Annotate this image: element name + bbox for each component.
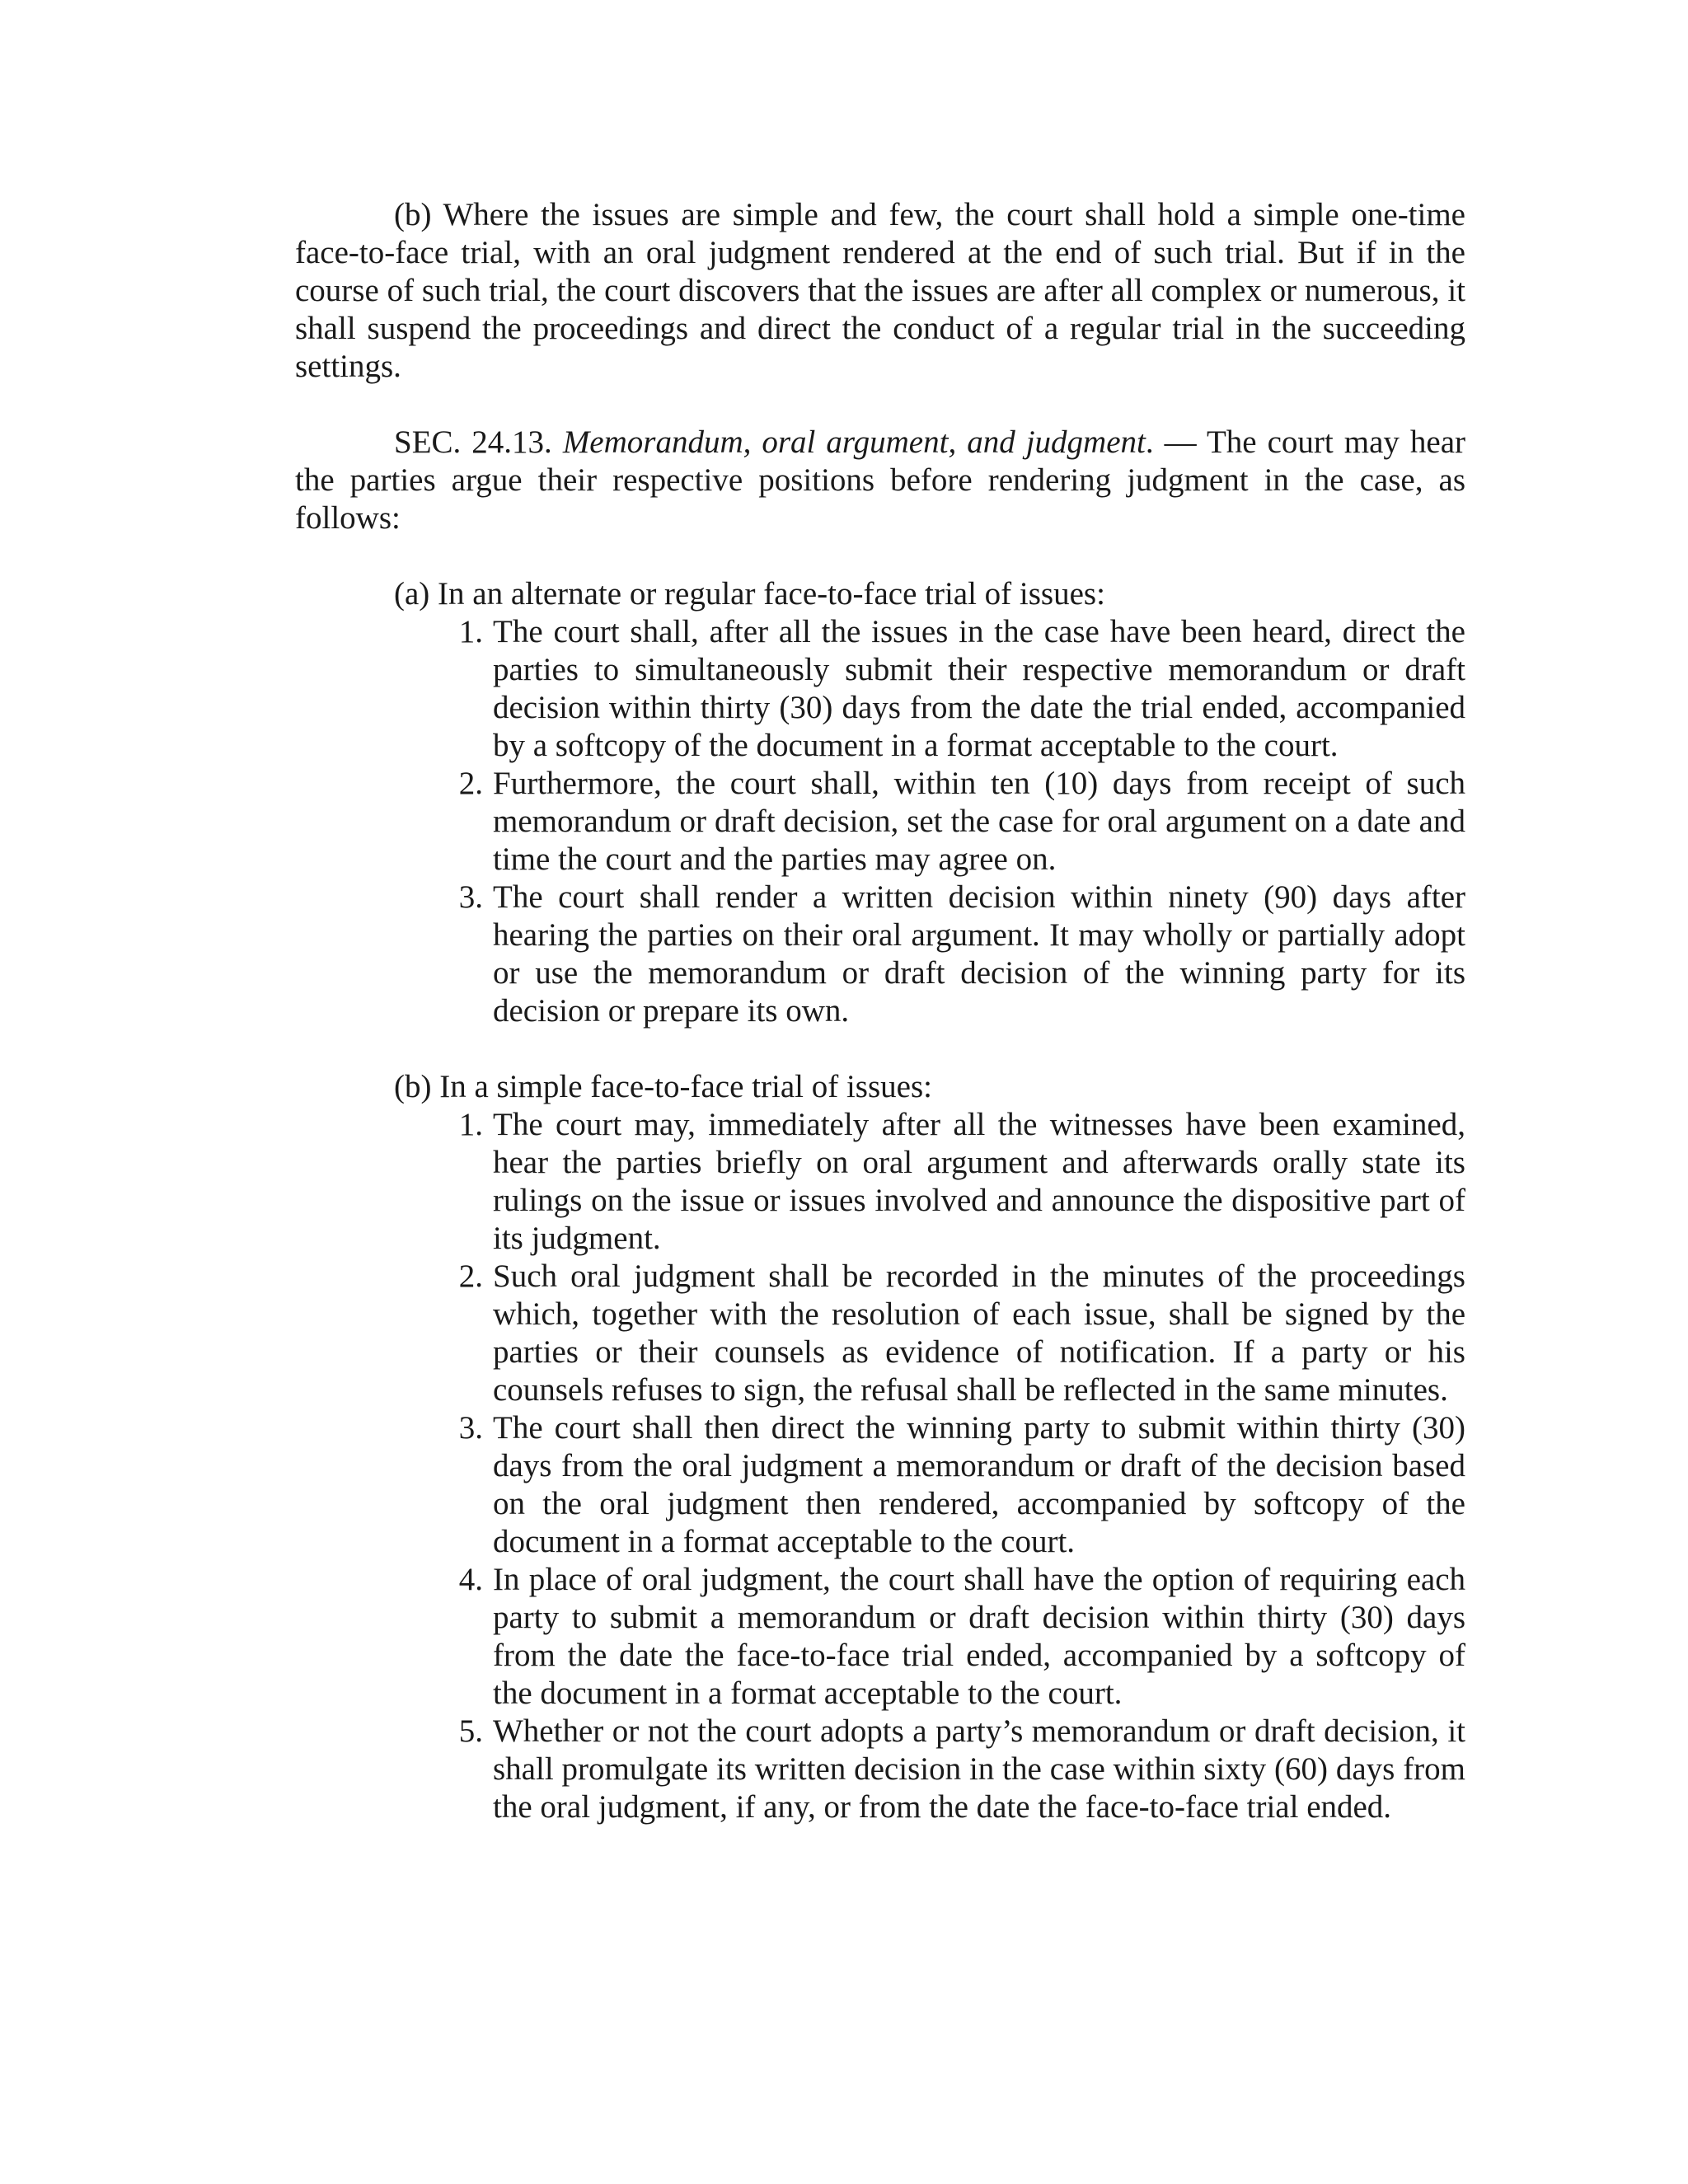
list-item [458, 613, 1465, 765]
part-a-heading: (a) In an alternate or regular face-to-face trial of issues: [394, 576, 1105, 612]
list-item [458, 1713, 1465, 1826]
document-page [295, 196, 1465, 1826]
section-title: Memorandum, oral argument, and judgment [562, 424, 1146, 460]
list-item-number: 1. [458, 614, 483, 649]
list-item [458, 765, 1465, 879]
list-item-text: Furthermore, the court shall, within ten (10) days from receipt of such memorandum or draft decision, set the case for oral argument on a date and time the court and the parties may agree on. [493, 766, 1465, 877]
list-item [458, 1106, 1465, 1258]
part-a-list [295, 613, 1465, 1030]
list-item [458, 1561, 1465, 1713]
part-b-list [295, 1106, 1465, 1826]
list-item-text: The court may, immediately after all the witnesses have been examined, hear the parties briefly on oral argument and afterwards orally state its rulings on the issue or issues involved and announce the dispositive part of its judgment. [493, 1107, 1465, 1256]
part-b-heading: (b) In a simple face-to-face trial of issues: [394, 1069, 932, 1104]
list-item-number: 1. [458, 1107, 483, 1142]
list-item-number: 3. [458, 1410, 483, 1446]
list-item [458, 1409, 1465, 1561]
list-item-number: 5. [458, 1713, 483, 1749]
spacer [295, 386, 1465, 424]
list-item [458, 879, 1465, 1030]
list-item-number: 2. [458, 1258, 483, 1294]
list-item-text: In place of oral judgment, the court shall have the option of requiring each party to submit a memorandum or draft decision within thirty (30) days from the date the face-to-face trial ended, accompanied by a softcopy of the document in a format acceptable to the court. [493, 1562, 1465, 1711]
list-item [458, 1258, 1465, 1409]
paragraph-b-simple-trial: (b) Where the issues are simple and few, the court shall hold a simple one-time face-to-face trial, with an oral judgment rendered at the end of such trial. But if in the course of such trial, the court discovers that the issues are after all complex or numerous, it shall suspend the proceedings and direct the conduct of a regular trial in the succeeding settings. [295, 197, 1465, 384]
list-item-number: 3. [458, 879, 483, 915]
list-item-text: The court shall render a written decision within ninety (90) days after hearing the parties on their oral argument. It may wholly or partially adopt or use the memorandum or draft decision of the winning party for its decision or prepare its own. [493, 879, 1465, 1029]
section-number: SEC. 24.13. [394, 424, 563, 460]
list-item-text: The court shall then direct the winning party to submit within thirty (30) days from the oral judgment a memorandum or draft of the decision based on the oral judgment then rendered, accompanied by softcopy of the document in a format acceptable to the court. [493, 1410, 1465, 1559]
list-item-number: 2. [458, 766, 483, 801]
spacer [295, 537, 1465, 575]
list-item-number: 4. [458, 1562, 483, 1597]
section-24-13 [295, 424, 1465, 537]
section-lead: The court may hear the parties argue their respective positions before rendering judgment in the case, as follows: [295, 424, 1466, 536]
list-item-text: The court shall, after all the issues in the case have been heard, direct the parties to simultaneously submit their respective memorandum or draft decision within thirty (30) days from the date the trial ended, accompanied by a softcopy of the document in a format acceptable to the court. [493, 614, 1465, 763]
list-item-text: Whether or not the court adopts a party’s memorandum or draft decision, it shall promulgate its written decision in the case within sixty (60) days from the oral judgment, if any, or from the date the face-to-face trial ended. [493, 1713, 1465, 1825]
spacer [295, 1030, 1465, 1068]
list-item-text: Such oral judgment shall be recorded in the minutes of the proceedings which, together with the resolution of each issue, shall be signed by the parties or their counsels as evidence of notification. If a party or his counsels refuses to sign, the refusal shall be reflected in the same minutes. [493, 1258, 1465, 1408]
section-title-suffix: . — [1145, 424, 1207, 460]
